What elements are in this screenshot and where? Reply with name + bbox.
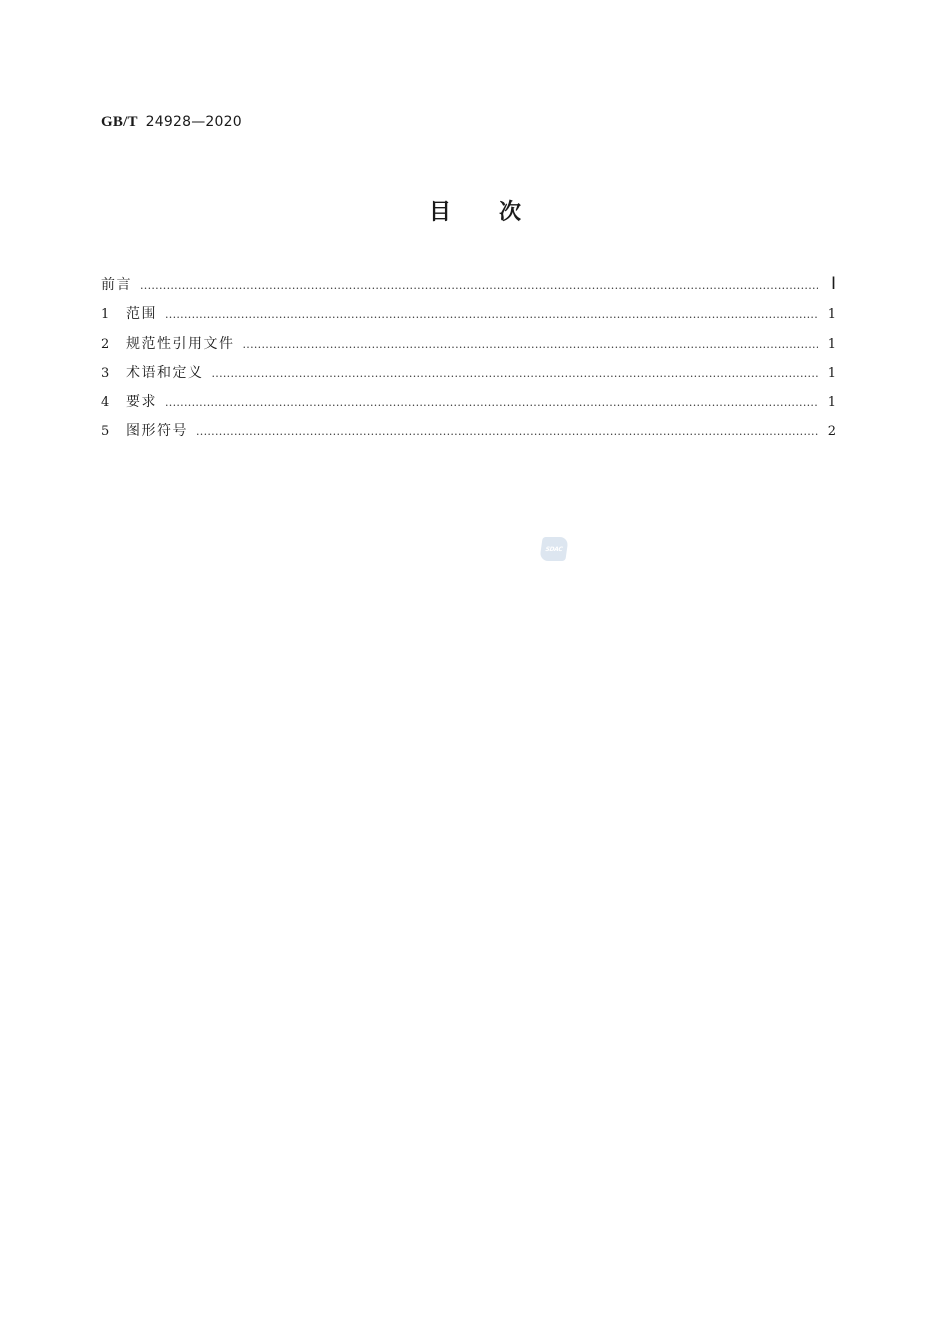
table-of-contents xyxy=(101,274,836,450)
toc-entry-page: 1 xyxy=(827,395,836,411)
toc-entry-normative-references[interactable] xyxy=(101,333,836,362)
toc-entry-number: 5 xyxy=(101,424,110,440)
toc-entry-label: 术语和定义 xyxy=(126,364,204,381)
watermark-logo xyxy=(539,537,568,561)
standard-code xyxy=(101,114,242,131)
toc-entry-page: 1 xyxy=(827,336,836,352)
toc-entry-page: Ⅰ xyxy=(830,274,836,293)
toc-entry-terms-definitions[interactable] xyxy=(101,362,836,391)
toc-entry-label: 范围 xyxy=(126,306,157,323)
toc-entry-page: 2 xyxy=(827,424,836,440)
toc-entry-requirements[interactable] xyxy=(101,391,836,420)
toc-dot-leader xyxy=(140,279,818,292)
toc-entry-number: 1 xyxy=(101,307,110,323)
toc-entry-number: 4 xyxy=(101,395,110,411)
toc-entry-label: 图形符号 xyxy=(126,423,188,440)
standard-number: 24928—2020 xyxy=(145,114,242,130)
toc-entry-label: 前言 xyxy=(101,277,132,293)
toc-entry-label: 要求 xyxy=(126,394,157,411)
toc-entry-foreword[interactable] xyxy=(101,274,836,303)
toc-entry-label: 规范性引用文件 xyxy=(126,335,235,352)
toc-entry-scope[interactable] xyxy=(101,303,836,332)
toc-entry-page: 1 xyxy=(827,307,836,323)
toc-dot-leader xyxy=(165,396,818,409)
toc-entry-number: 3 xyxy=(101,365,110,381)
standard-prefix: GB/T xyxy=(101,114,138,130)
watermark-text: SDAC xyxy=(545,545,563,553)
toc-dot-leader xyxy=(212,367,819,380)
toc-dot-leader xyxy=(243,338,819,351)
toc-entry-graphical-symbols[interactable] xyxy=(101,420,836,449)
toc-dot-leader xyxy=(165,308,818,321)
toc-entry-number: 2 xyxy=(101,336,110,352)
toc-dot-leader xyxy=(196,425,818,438)
page-title: 目次 xyxy=(428,200,569,225)
toc-entry-page: 1 xyxy=(827,365,836,381)
